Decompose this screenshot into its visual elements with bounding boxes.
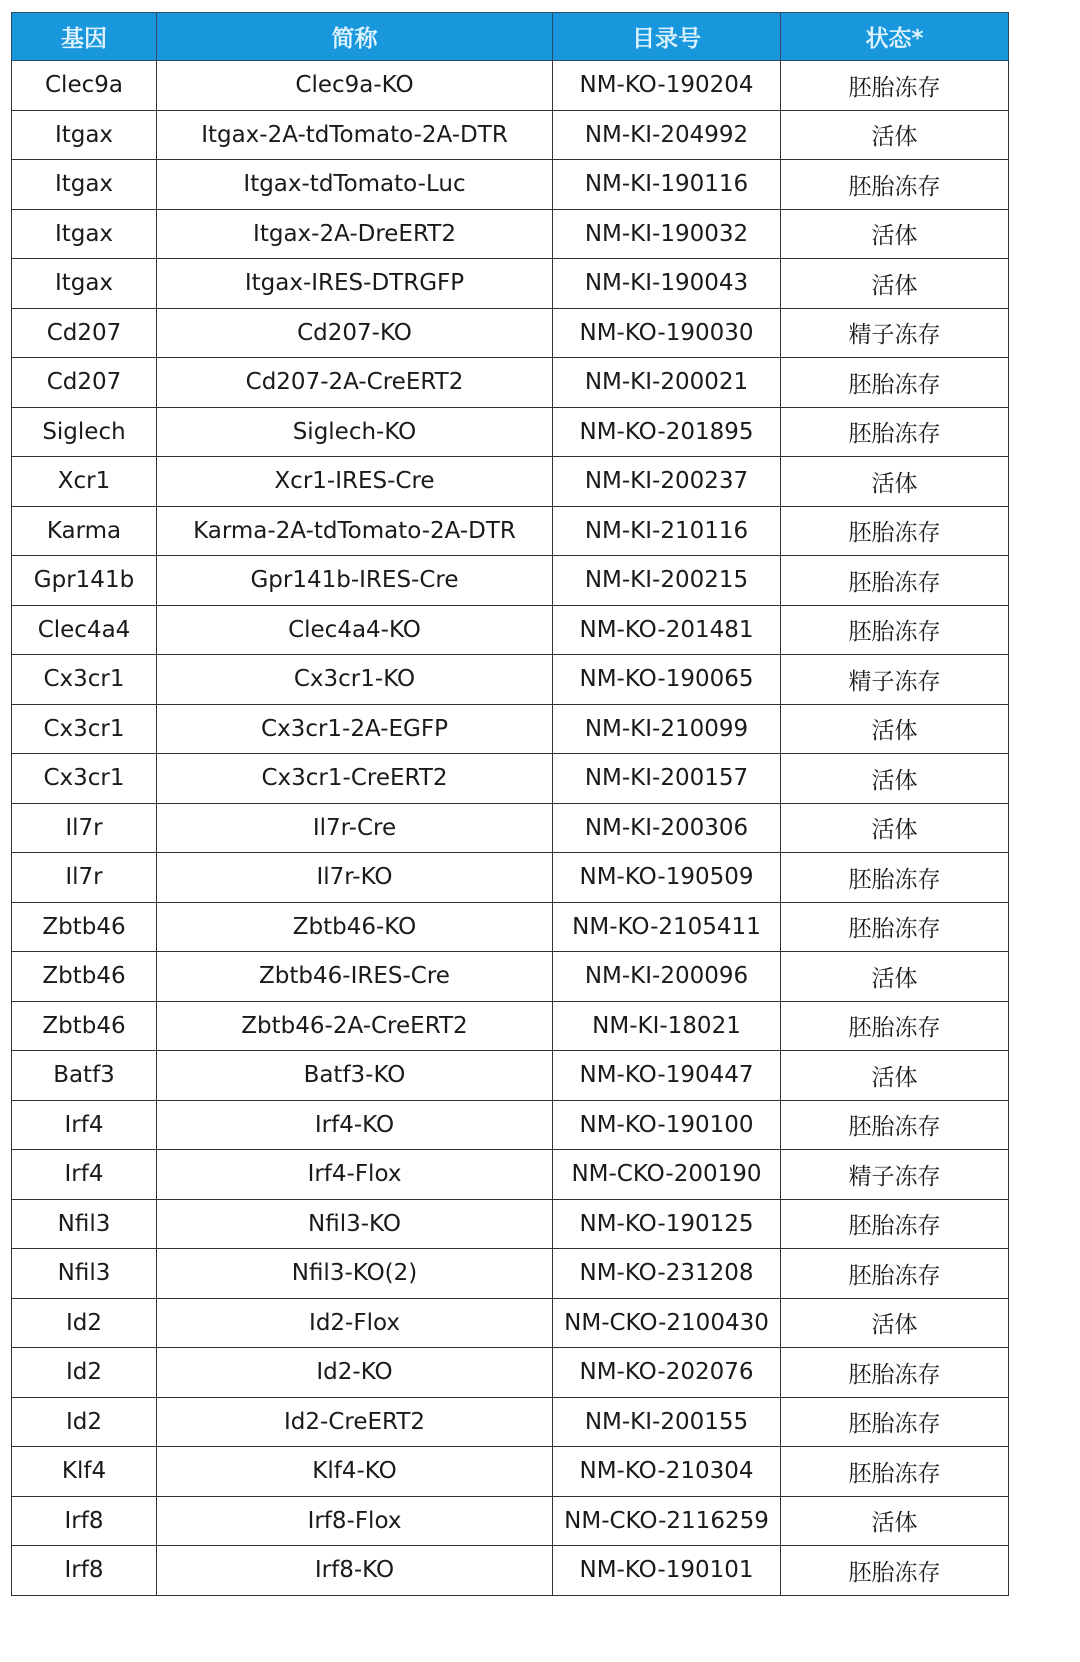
- gene-cell: Cd207: [12, 358, 157, 408]
- table-row: [12, 1001, 1009, 1051]
- catalog-number-cell: NM-KI-200096: [553, 952, 781, 1002]
- gene-cell: Il7r: [12, 803, 157, 853]
- status-cell: 活体: [781, 209, 1009, 259]
- table-row: [12, 1199, 1009, 1249]
- catalog-number-cell: NM-KO-190125: [553, 1199, 781, 1249]
- table-row: [12, 1249, 1009, 1299]
- status-cell: 活体: [781, 1496, 1009, 1546]
- table-row: [12, 1150, 1009, 1200]
- catalog-number-cell: NM-KO-190447: [553, 1051, 781, 1101]
- gene-cell: Karma: [12, 506, 157, 556]
- gene-cell: Irf4: [12, 1150, 157, 1200]
- table-row: [12, 1447, 1009, 1497]
- status-cell: 胚胎冻存: [781, 407, 1009, 457]
- table-row: [12, 1051, 1009, 1101]
- catalog-number-cell: NM-CKO-2100430: [553, 1298, 781, 1348]
- gene-cell: Irf4: [12, 1100, 157, 1150]
- catalog-number-cell: NM-KI-190043: [553, 259, 781, 309]
- gene-cell: Cx3cr1: [12, 704, 157, 754]
- table-row: [12, 506, 1009, 556]
- status-cell: 精子冻存: [781, 308, 1009, 358]
- catalog-number-cell: NM-KI-200215: [553, 556, 781, 606]
- catalog-number-cell: NM-KO-190100: [553, 1100, 781, 1150]
- catalog-number-cell: NM-KO-190101: [553, 1546, 781, 1596]
- status-cell: 胚胎冻存: [781, 61, 1009, 111]
- gene-cell: Nfil3: [12, 1199, 157, 1249]
- table-row: [12, 605, 1009, 655]
- gene-cell: Clec9a: [12, 61, 157, 111]
- status-cell: 活体: [781, 1051, 1009, 1101]
- short-name-cell: Cx3cr1-CreERT2: [157, 754, 553, 804]
- catalog-number-cell: NM-KO-201481: [553, 605, 781, 655]
- catalog-number-cell: NM-CKO-200190: [553, 1150, 781, 1200]
- header-gene: 基因: [12, 13, 157, 61]
- status-cell: 胚胎冻存: [781, 1397, 1009, 1447]
- catalog-number-cell: NM-KO-190030: [553, 308, 781, 358]
- catalog-number-cell: NM-KI-200237: [553, 457, 781, 507]
- table-row: [12, 704, 1009, 754]
- table-header-row: [12, 13, 1009, 61]
- gene-cell: Itgax: [12, 259, 157, 309]
- table-row: [12, 259, 1009, 309]
- short-name-cell: Zbtb46-IRES-Cre: [157, 952, 553, 1002]
- short-name-cell: Clec9a-KO: [157, 61, 553, 111]
- header-status: 状态*: [781, 13, 1009, 61]
- status-cell: 胚胎冻存: [781, 605, 1009, 655]
- status-cell: 胚胎冻存: [781, 1546, 1009, 1596]
- status-cell: 胚胎冻存: [781, 1447, 1009, 1497]
- table-row: [12, 754, 1009, 804]
- short-name-cell: Cx3cr1-2A-EGFP: [157, 704, 553, 754]
- gene-cell: Cd207: [12, 308, 157, 358]
- gene-cell: Nfil3: [12, 1249, 157, 1299]
- short-name-cell: Itgax-2A-DreERT2: [157, 209, 553, 259]
- short-name-cell: Il7r-KO: [157, 853, 553, 903]
- catalog-number-cell: NM-KO-202076: [553, 1348, 781, 1398]
- catalog-number-cell: NM-KI-210099: [553, 704, 781, 754]
- short-name-cell: Id2-CreERT2: [157, 1397, 553, 1447]
- table-row: [12, 407, 1009, 457]
- table-row: [12, 160, 1009, 210]
- catalog-number-cell: NM-KI-200155: [553, 1397, 781, 1447]
- short-name-cell: Siglech-KO: [157, 407, 553, 457]
- status-cell: 活体: [781, 110, 1009, 160]
- table-row: [12, 853, 1009, 903]
- short-name-cell: Zbtb46-2A-CreERT2: [157, 1001, 553, 1051]
- table-row: [12, 209, 1009, 259]
- gene-cell: Itgax: [12, 110, 157, 160]
- catalog-number-cell: NM-KO-210304: [553, 1447, 781, 1497]
- short-name-cell: Cx3cr1-KO: [157, 655, 553, 705]
- table-row: [12, 952, 1009, 1002]
- short-name-cell: Batf3-KO: [157, 1051, 553, 1101]
- gene-cell: Id2: [12, 1298, 157, 1348]
- short-name-cell: Id2-KO: [157, 1348, 553, 1398]
- gene-cell: Irf8: [12, 1496, 157, 1546]
- gene-cell: Clec4a4: [12, 605, 157, 655]
- short-name-cell: Il7r-Cre: [157, 803, 553, 853]
- short-name-cell: Id2-Flox: [157, 1298, 553, 1348]
- short-name-cell: Xcr1-IRES-Cre: [157, 457, 553, 507]
- short-name-cell: Cd207-KO: [157, 308, 553, 358]
- table-row: [12, 803, 1009, 853]
- short-name-cell: Gpr141b-IRES-Cre: [157, 556, 553, 606]
- gene-cell: Gpr141b: [12, 556, 157, 606]
- short-name-cell: Irf4-KO: [157, 1100, 553, 1150]
- gene-cell: Id2: [12, 1348, 157, 1398]
- gene-cell: Il7r: [12, 853, 157, 903]
- catalog-number-cell: NM-KI-204992: [553, 110, 781, 160]
- status-cell: 胚胎冻存: [781, 1001, 1009, 1051]
- gene-cell: Zbtb46: [12, 902, 157, 952]
- short-name-cell: Cd207-2A-CreERT2: [157, 358, 553, 408]
- status-cell: 活体: [781, 457, 1009, 507]
- short-name-cell: Zbtb46-KO: [157, 902, 553, 952]
- catalog-number-cell: NM-KI-200021: [553, 358, 781, 408]
- table-row: [12, 655, 1009, 705]
- status-cell: 精子冻存: [781, 1150, 1009, 1200]
- catalog-number-cell: NM-KI-200306: [553, 803, 781, 853]
- catalog-number-cell: NM-KI-200157: [553, 754, 781, 804]
- table-row: [12, 902, 1009, 952]
- gene-cell: Batf3: [12, 1051, 157, 1101]
- mouse-strain-table: [11, 12, 1009, 1596]
- catalog-number-cell: NM-KI-210116: [553, 506, 781, 556]
- gene-cell: Cx3cr1: [12, 655, 157, 705]
- table-row: [12, 308, 1009, 358]
- status-cell: 活体: [781, 803, 1009, 853]
- table-row: [12, 61, 1009, 111]
- gene-cell: Xcr1: [12, 457, 157, 507]
- short-name-cell: Itgax-IRES-DTRGFP: [157, 259, 553, 309]
- gene-cell: Id2: [12, 1397, 157, 1447]
- table-row: [12, 1496, 1009, 1546]
- table-row: [12, 1100, 1009, 1150]
- status-cell: 胚胎冻存: [781, 1249, 1009, 1299]
- status-cell: 活体: [781, 754, 1009, 804]
- short-name-cell: Irf8-Flox: [157, 1496, 553, 1546]
- gene-cell: Zbtb46: [12, 952, 157, 1002]
- catalog-number-cell: NM-KI-190032: [553, 209, 781, 259]
- catalog-number-cell: NM-KO-190509: [553, 853, 781, 903]
- short-name-cell: Nfil3-KO: [157, 1199, 553, 1249]
- status-cell: 胚胎冻存: [781, 506, 1009, 556]
- gene-cell: Itgax: [12, 160, 157, 210]
- catalog-number-cell: NM-KI-18021: [553, 1001, 781, 1051]
- table-row: [12, 358, 1009, 408]
- gene-cell: Irf8: [12, 1546, 157, 1596]
- status-cell: 活体: [781, 1298, 1009, 1348]
- status-cell: 胚胎冻存: [781, 358, 1009, 408]
- table-row: [12, 110, 1009, 160]
- short-name-cell: Irf4-Flox: [157, 1150, 553, 1200]
- status-cell: 胚胎冻存: [781, 1199, 1009, 1249]
- catalog-number-cell: NM-KO-190204: [553, 61, 781, 111]
- gene-cell: Cx3cr1: [12, 754, 157, 804]
- status-cell: 活体: [781, 952, 1009, 1002]
- status-cell: 胚胎冻存: [781, 902, 1009, 952]
- table-row: [12, 1397, 1009, 1447]
- header-short-name: 简称: [157, 13, 553, 61]
- catalog-number-cell: NM-KO-201895: [553, 407, 781, 457]
- status-cell: 胚胎冻存: [781, 556, 1009, 606]
- table-row: [12, 1546, 1009, 1596]
- table-row: [12, 1298, 1009, 1348]
- table-row: [12, 1348, 1009, 1398]
- catalog-number-cell: NM-KI-190116: [553, 160, 781, 210]
- gene-cell: Klf4: [12, 1447, 157, 1497]
- status-cell: 胚胎冻存: [781, 160, 1009, 210]
- gene-cell: Itgax: [12, 209, 157, 259]
- table-row: [12, 556, 1009, 606]
- short-name-cell: Itgax-tdTomato-Luc: [157, 160, 553, 210]
- status-cell: 活体: [781, 704, 1009, 754]
- gene-cell: Siglech: [12, 407, 157, 457]
- short-name-cell: Irf8-KO: [157, 1546, 553, 1596]
- status-cell: 胚胎冻存: [781, 853, 1009, 903]
- short-name-cell: Clec4a4-KO: [157, 605, 553, 655]
- catalog-number-cell: NM-KO-2105411: [553, 902, 781, 952]
- status-cell: 胚胎冻存: [781, 1100, 1009, 1150]
- table-row: [12, 457, 1009, 507]
- short-name-cell: Klf4-KO: [157, 1447, 553, 1497]
- short-name-cell: Itgax-2A-tdTomato-2A-DTR: [157, 110, 553, 160]
- status-cell: 精子冻存: [781, 655, 1009, 705]
- catalog-number-cell: NM-KO-190065: [553, 655, 781, 705]
- gene-cell: Zbtb46: [12, 1001, 157, 1051]
- short-name-cell: Nfil3-KO(2): [157, 1249, 553, 1299]
- status-cell: 活体: [781, 259, 1009, 309]
- status-cell: 胚胎冻存: [781, 1348, 1009, 1398]
- catalog-number-cell: NM-CKO-2116259: [553, 1496, 781, 1546]
- catalog-number-cell: NM-KO-231208: [553, 1249, 781, 1299]
- short-name-cell: Karma-2A-tdTomato-2A-DTR: [157, 506, 553, 556]
- header-catalog-number: 目录号: [553, 13, 781, 61]
